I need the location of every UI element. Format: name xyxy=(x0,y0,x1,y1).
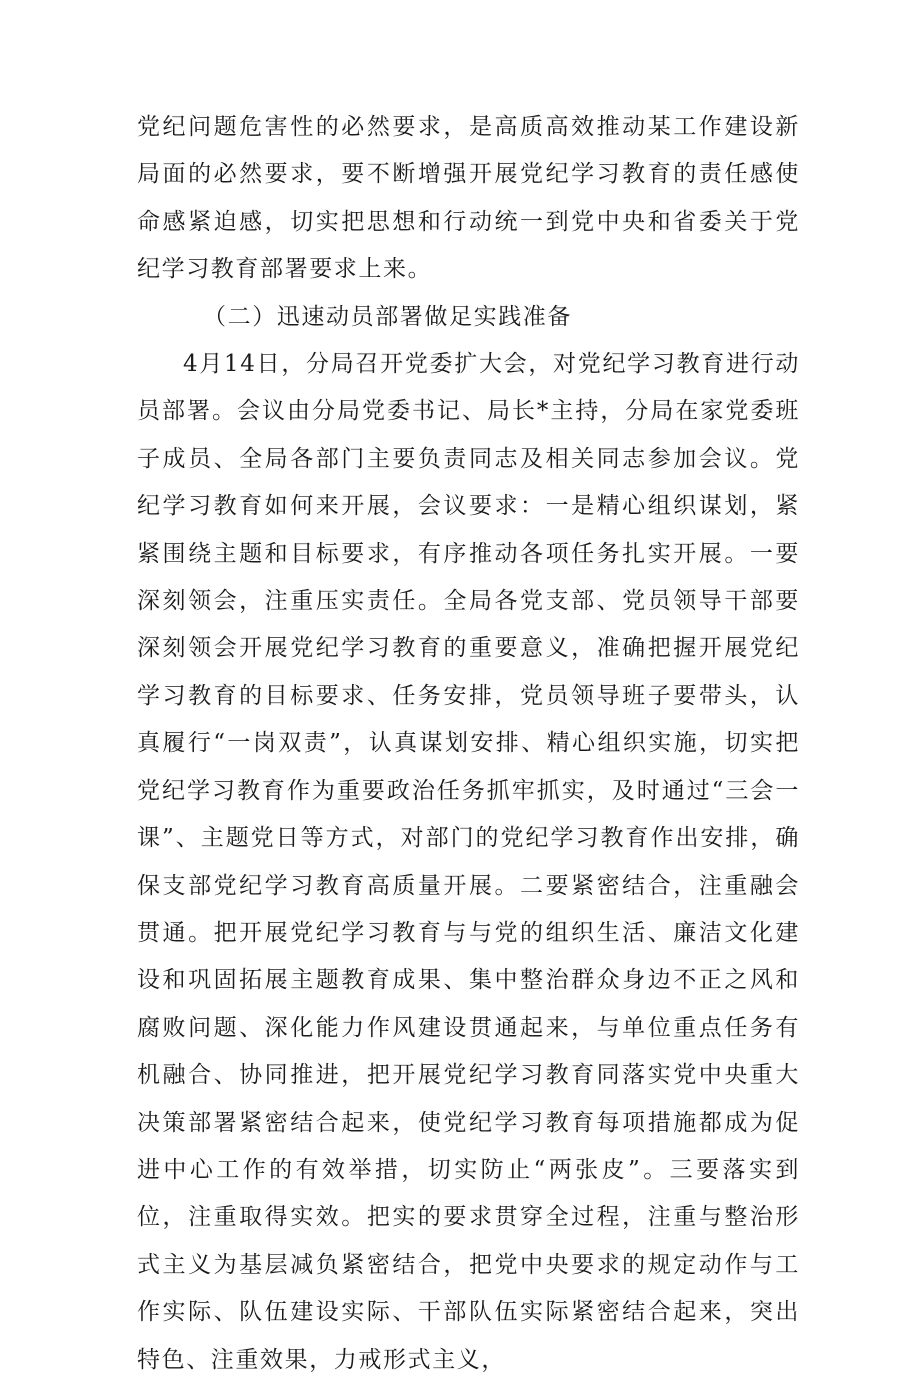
section-heading: （二）迅速动员部署做足实践准备 xyxy=(203,303,572,330)
body-paragraph-continued: 党纪问题危害性的必然要求，是高质高效推动某工作建设新局面的必然要求，要不断增强开展党纪学习教育的责任感使命感紧迫感，切实把思想和行动统一到党中央和省委关于党纪学习教育部署要求上来。 xyxy=(137,114,800,283)
body-paragraph: 4月14日，分局召开党委扩大会，对党纪学习教育进行动员部署。会议由分局党委书记、局长*主持，分局在家党委班子成员、全局各部门主要负责同志及相关同志参加会议。党纪学习教育如何来开展，会议要求：一是精心组织谋划，紧紧围绕主题和目标要求，有序推动各项任务扎实开展。一要深刻领会，注重压实责任。全局各党支部、党员领导干部要深刻领会开展党纪学习教育的重要意义，准确把握开展党纪学习教育的目标要求、任务安排，党员领导班子要带头，认真履行“一岗双责”，认真谋划安排、精心组织实施，切实把党纪学习教育作为重要政治任务抓牢抓实，及时通过“三会一课”、主题党日等方式，对部门的党纪学习教育作出安排，确保支部党纪学习教育高质量开展。二要紧密结合，注重融会贯通。把开展党纪学习教育与与党的组织生活、廉洁文化建设和巩固拓展主题教育成果、集中整治群众身边不正之风和腐败问题、深化能力作风建设贯通起来，与单位重点任务有机融合、协同推进，把开展党纪学习教育同落实党中央重大决策部署紧密结合起来，使党纪学习教育每项措施都成为促进中心工作的有效举措，切实防止“两张皮”。三要落实到位，注重取得实效。把实的要求贯穿全过程，注重与整治形式主义为基层减负紧密结合，把党中央要求的规定动作与工作实际、队伍建设实际、干部队伍实际紧密结合起来，突出特色、注重效果，力戒形式主义， xyxy=(137,351,800,1373)
